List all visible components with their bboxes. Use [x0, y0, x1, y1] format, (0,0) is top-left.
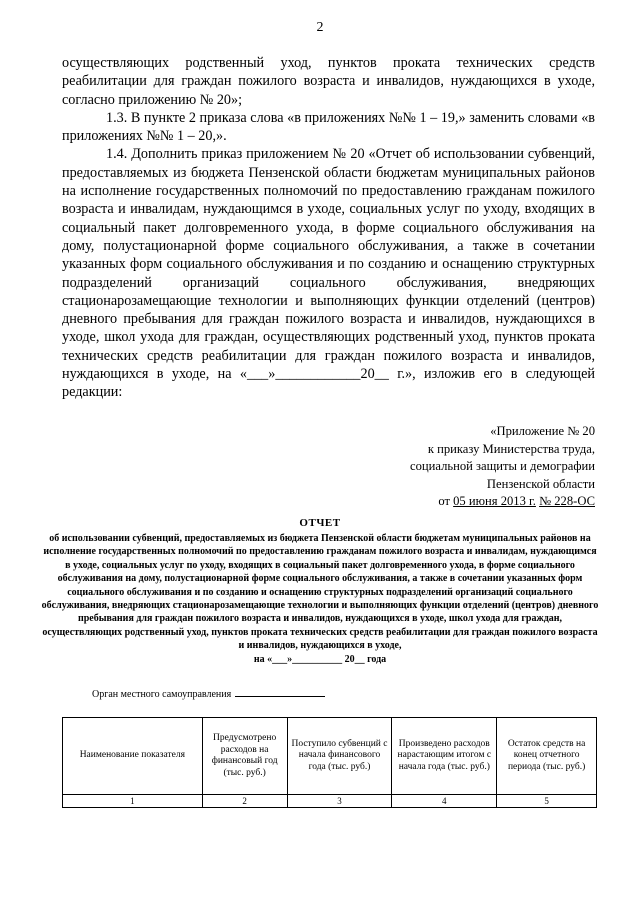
org-blank-line [235, 696, 325, 697]
appendix-line-4: Пензенской области [486, 476, 595, 491]
page-number: 2 [316, 20, 324, 35]
report-table [62, 717, 597, 808]
table-column-number: 4 [392, 795, 497, 808]
paragraph-1-4: 1.4. Дополнить приказ приложением № 20 «Отчет об использовании субвенций, предоставляемых из бюджета Пензенской области бюджетам муниципальных районов на исполнение государственных полномочий по предоставлению гражданам пожилого возраста и инвалидам, нуждающимся в уходе, социальных услуг по уходу, входящих в социальный пакет долговременного ухода, в форме социального обслуживания на дому, полустационарной форме социального обслуживания, а также в сочетании указанных форм социального обслуживания и по созданию и оснащению структурных подразделений организаций социального обслуживания, внедряющих стационарозамещающие технологии и выполняющих функции отделений (центров) дневного пребывания для граждан пожилого возраста и инвалидов, нуждающихся в уходе, школ ухода для граждан, осуществляющих родственный уход, пунктов проката технических средств реабилитации для граждан пожилого возраста и инвалидов, нуждающихся в уходе, на «___»____________20__ г.», изложив его в следующей редакции: [62, 146, 595, 401]
appendix-date: 05 июня 2013 г. [453, 494, 536, 508]
appendix-date-prefix: от [438, 494, 454, 508]
table-header-cell: Предусмотрено расходов на финансовый год (тыс. руб.) [202, 718, 287, 795]
org-label: Орган местного самоуправления [92, 689, 232, 700]
report-title: ОТЧЕТ [299, 517, 341, 529]
table-column-number: 3 [287, 795, 392, 808]
table-header-row [63, 718, 597, 795]
table-header-cell: Поступило субвенций с начала финансового года (тыс. руб.) [287, 718, 392, 795]
table-header-cell: Произведено расходов нарастающим итогом с начала года (тыс. руб.) [392, 718, 497, 795]
appendix-heading [335, 423, 595, 511]
table-column-number: 5 [497, 795, 597, 808]
paragraph-continuation: осуществляющих родственный уход, пунктов проката технических средств реабилитации для граждан пожилого возраста и инвалидов, нуждающихся в уходе, согласно приложению № 20»; [62, 55, 595, 108]
table-column-number: 1 [63, 795, 203, 808]
table-number-row [63, 795, 597, 808]
report-description-block [40, 532, 600, 666]
appendix-line-1: «Приложение № 20 [490, 424, 595, 438]
appendix-line-3: социальной защиты и демографии [410, 459, 595, 473]
paragraph-1-3: 1.3. В пункте 2 приказа слова «в приложениях №№ 1 – 19,» заменить словами «в приложениях №№ 1 – 20,». [62, 109, 595, 145]
table-header-cell: Наименование показателя [63, 718, 203, 795]
table-header-cell: Остаток средств на конец отчетного периода (тыс. руб.) [497, 718, 597, 795]
body-text [62, 54, 595, 402]
table-column-number: 2 [202, 795, 287, 808]
appendix-order-number: № 228-ОС [539, 494, 595, 508]
report-period: на «___»__________ 20__ года [253, 653, 387, 665]
appendix-date-line [335, 493, 595, 511]
org-field [92, 689, 325, 700]
report-description: об использовании субвенций, предоставляемых из бюджета Пензенской области бюджетам муниципальных районов на исполнение государственных полномочий по предоставлению гражданам пожилого возраста и инвалидам, нуждающимся в уходе, социальных услуг по уходу, входящих в социальный пакет долговременного ухода, в форме социального обслуживания на дому, полустационарной форме социального обслуживания, а также в сочетании указанных форм социального обслуживания и по созданию и оснащению структурных подразделений организаций социального обслуживания, внедряющих стационарозамещающие технологии и выполняющих функции отделений (центров) дневного пребывания для граждан пожилого возраста и инвалидов, нуждающихся в уходе, школ ухода для граждан, осуществляющих родственный уход, пунктов проката технических средств реабилитации для граждан пожилого возраста и инвалидов, нуждающихся в уходе, [41, 533, 599, 652]
appendix-line-2: к приказу Министерства труда, [427, 441, 595, 456]
